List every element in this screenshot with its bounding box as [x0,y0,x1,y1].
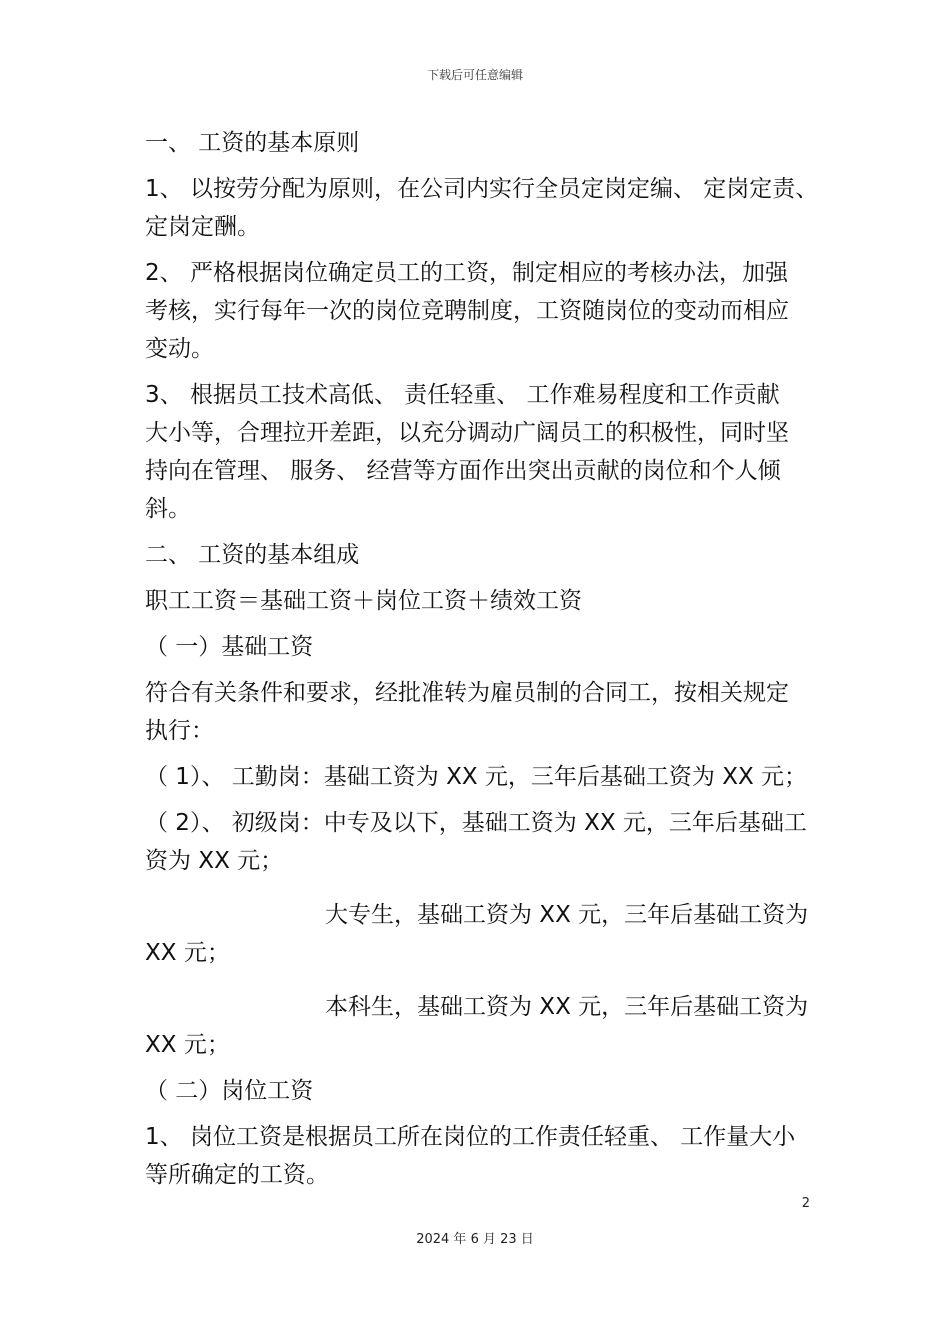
basic-salary-item-1: （ 1）、 工勤岗：基础工资为 XX 元，三年后基础工资为 XX 元； [145,764,808,790]
subsection-basic-salary: （ 一）基础工资 [145,634,314,660]
section-heading-2: 二、 工资的基本组成 [145,542,360,568]
position-salary-item-1: 1、 岗位工资是根据员工所在岗位的工作责任轻重、 工作量大小 等所确定的工资。 [145,1124,796,1188]
basic-salary-item-2: （ 2）、 初级岗：中专及以下，基础工资为 XX 元，三年后基础工 资为 XX 元； [145,810,807,874]
principle-2: 2、 严格根据岗位确定员工的工资，制定相应的考核办法，加强 考核，实行每年一次的岗位竞聘制度，工资随岗位的变动而相应 变动。 [145,260,789,362]
basic-salary-bachelor: 本科生，基础工资为 XX 元，三年后基础工资为 XX 元； [145,994,809,1058]
section-heading-1: 一、 工资的基本原则 [145,130,360,156]
basic-salary-college: 大专生，基础工资为 XX 元，三年后基础工资为 XX 元； [145,902,809,966]
principle-3: 3、 根据员工技术高低、 责任轻重、 工作难易程度和工作贡献 大小等，合理拉开差距，以充分调动广阔员工的积极性，同时坚 持向在管理、 服务、 经营等方面作出突出贡献的岗位和个人倾 斜。 [145,382,789,522]
document-body [145,124,825,1194]
salary-formula: 职工工资＝基础工资＋岗位工资＋绩效工资 [145,588,582,614]
subsection-position-salary: （ 二）岗位工资 [145,1078,314,1104]
page-number: 2 [801,1196,810,1211]
page-footer-date: 2024 年 6 月 23 日 [416,1232,534,1247]
principle-1: 1、 以按劳分配为原则，在公司内实行全员定岗定编、 定岗定责、 定岗定酬。 [145,176,819,240]
basic-salary-intro: 符合有关条件和要求，经批准转为雇员制的合同工，按相关规定 执行： [145,680,789,744]
page-header: 下载后可任意编辑 [426,68,523,82]
